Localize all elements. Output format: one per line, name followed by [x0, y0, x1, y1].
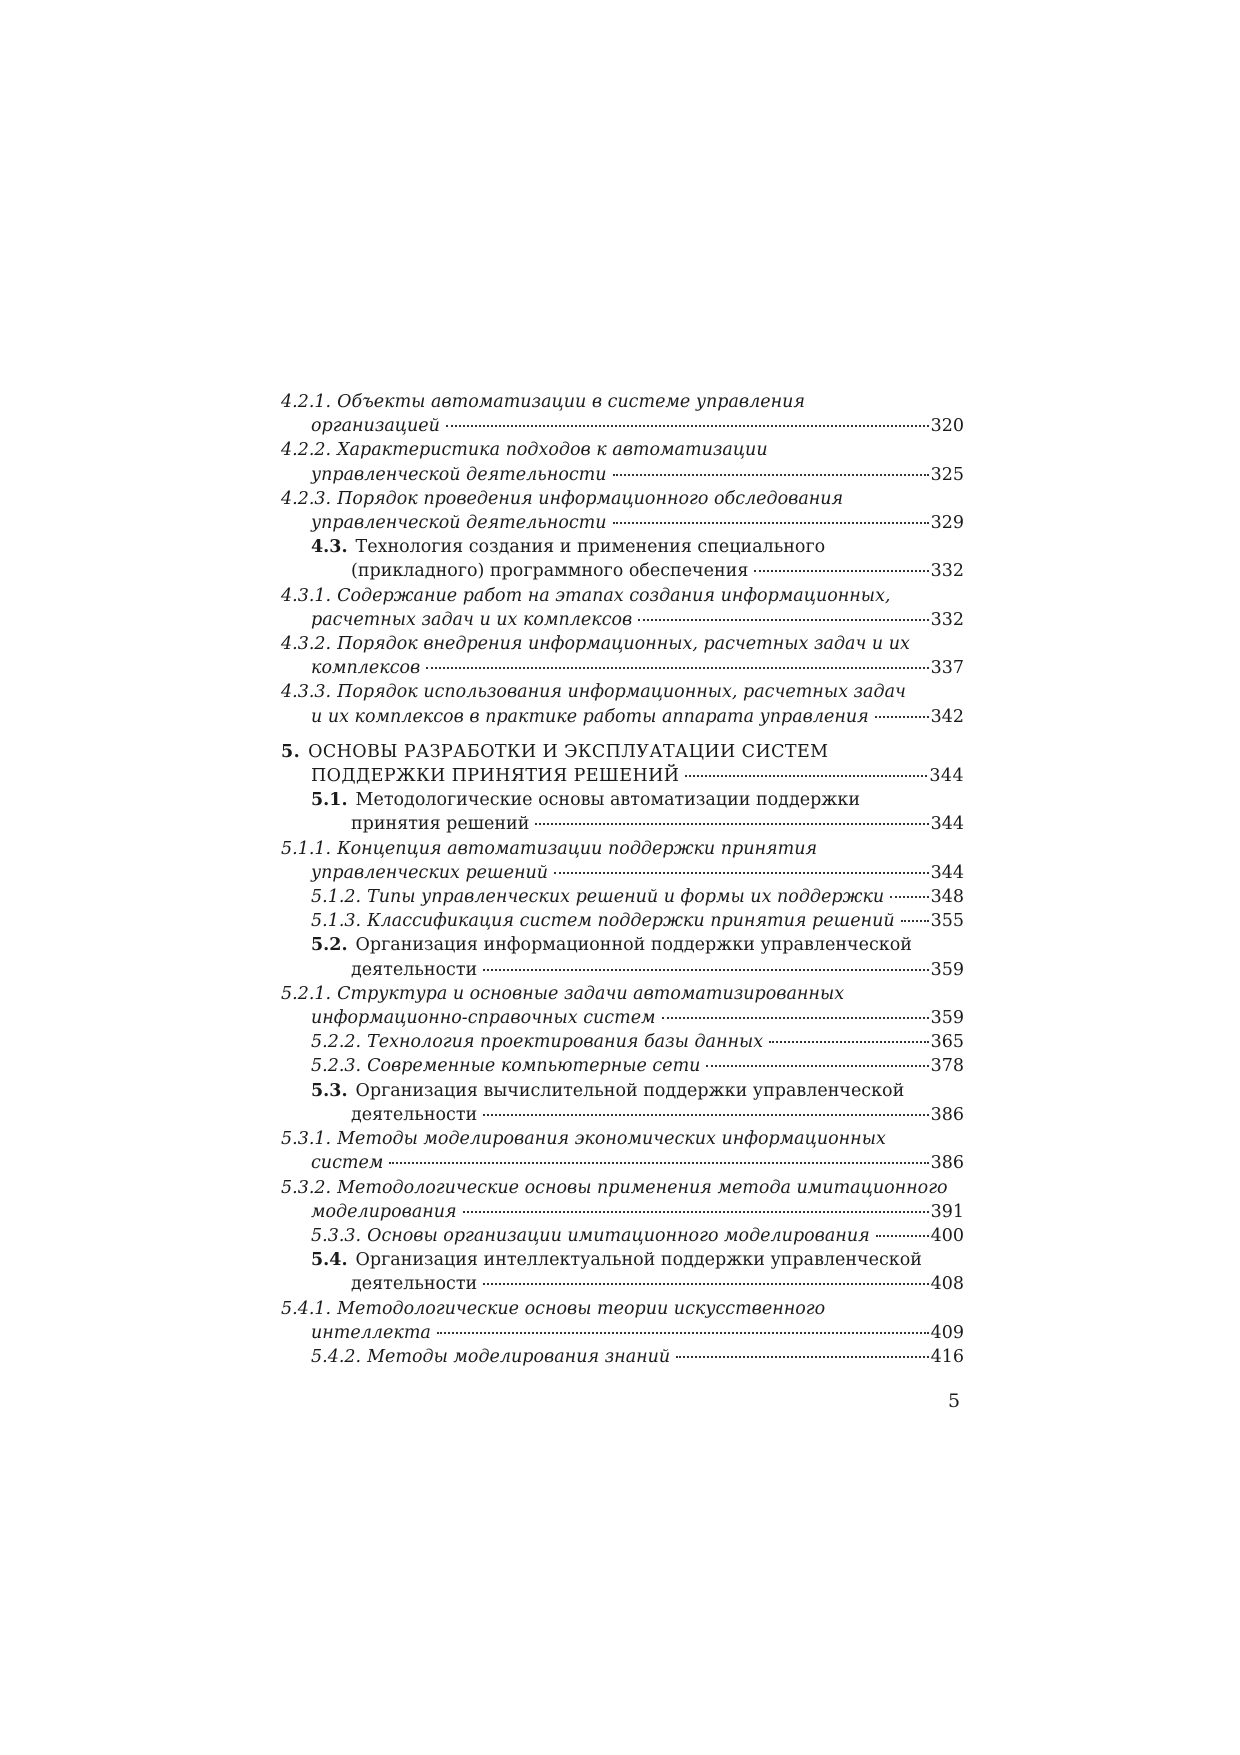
- toc-number: 5.3.2.: [281, 1177, 332, 1198]
- toc-entry: [281, 680, 964, 728]
- dot-leader: [463, 1211, 929, 1213]
- toc-title-text: Методы моделирования знаний: [367, 1346, 671, 1367]
- toc-page: 342: [930, 706, 964, 727]
- toc-title-cont: организацией: [311, 416, 440, 437]
- toc-title: Методологические основы автоматизации поддержки: [355, 790, 860, 811]
- toc-entry: [281, 584, 964, 632]
- toc-line: [311, 1200, 964, 1224]
- dot-leader: [706, 1065, 928, 1067]
- dot-leader: [685, 775, 927, 777]
- toc-page: 378: [930, 1056, 964, 1077]
- dot-leader: [638, 619, 928, 621]
- toc-title-cont: комплексов: [311, 658, 421, 679]
- toc-title: Методы моделирования экономических информационных: [337, 1129, 886, 1150]
- toc-entry: [281, 1054, 964, 1078]
- toc-entry: [281, 390, 964, 438]
- toc-entry: [281, 1345, 964, 1369]
- toc-page: 337: [930, 658, 964, 679]
- toc-number: 5.4.1.: [281, 1298, 332, 1319]
- toc-title: [311, 909, 895, 933]
- toc-page: 332: [930, 561, 964, 582]
- toc-title-cont: управленческой деятельности: [311, 464, 607, 485]
- toc-entry: [281, 982, 964, 1030]
- toc-page: 416: [930, 1346, 964, 1367]
- toc-number: 4.2.2.: [281, 440, 332, 461]
- toc-section: [281, 933, 964, 981]
- toc-page: 344: [929, 766, 964, 787]
- toc-title: [311, 1030, 763, 1054]
- toc-number: 5.4.: [311, 1250, 348, 1271]
- toc-title: Содержание работ на этапах создания информационных,: [337, 585, 891, 606]
- toc-page: 409: [930, 1322, 964, 1343]
- toc-title: [311, 1054, 700, 1078]
- dot-leader: [437, 1332, 929, 1334]
- dot-leader: [876, 1235, 929, 1237]
- toc-title: ОСНОВЫ РАЗРАБОТКИ И ЭКСПЛУАТАЦИИ СИСТЕМ: [308, 741, 829, 762]
- toc-page: 348: [930, 887, 964, 908]
- toc-line: [311, 1006, 964, 1030]
- toc-title-cont: управленческих решений: [311, 862, 549, 883]
- toc-page: 391: [930, 1201, 964, 1222]
- toc-section: [281, 1248, 964, 1296]
- toc-page: 344: [930, 862, 964, 883]
- toc-number: 5.1.2.: [311, 887, 362, 908]
- toc-number: 4.3.2.: [281, 634, 332, 655]
- toc-number: 5.4.2.: [311, 1346, 362, 1367]
- toc-number: 5.: [281, 741, 301, 762]
- dot-leader: [754, 570, 928, 572]
- dot-leader: [483, 1114, 928, 1116]
- dot-leader: [901, 920, 929, 922]
- toc-line: [351, 1103, 964, 1127]
- toc-number: 5.1.3.: [311, 911, 362, 932]
- toc-title-cont: (прикладного) программного обеспечения: [351, 561, 749, 582]
- toc-page: 325: [930, 464, 964, 485]
- toc-title: Структура и основные задачи автоматизированных: [337, 983, 845, 1004]
- toc-line: [351, 958, 964, 982]
- toc-line: [351, 1272, 964, 1296]
- toc-line: [311, 885, 964, 909]
- toc-title-cont: принятия решений: [351, 814, 530, 835]
- toc-entry: [281, 909, 964, 933]
- dot-leader: [769, 1041, 928, 1043]
- toc-title-cont: расчетных задач и их комплексов: [311, 609, 633, 630]
- toc-title: [311, 1345, 670, 1369]
- toc-page: 386: [930, 1153, 964, 1174]
- dot-leader: [613, 474, 929, 476]
- toc-title-text: Типы управленческих решений и формы их поддержки: [367, 887, 885, 908]
- toc-line: [311, 1030, 964, 1054]
- dot-leader: [483, 969, 928, 971]
- toc-line: [351, 559, 964, 583]
- toc-title-cont: деятельности: [351, 959, 478, 980]
- toc-section: [281, 535, 964, 583]
- dot-leader: [554, 872, 929, 874]
- toc-page: 408: [930, 1274, 964, 1295]
- toc-line: [311, 463, 964, 487]
- toc-line: [311, 909, 964, 933]
- toc-line: [351, 812, 964, 836]
- toc-title-text: Основы организации имитационного моделирования: [367, 1225, 870, 1246]
- toc-title: [311, 885, 884, 909]
- toc-title: Порядок использования информационных, расчетных задач: [337, 682, 906, 703]
- toc-title: [311, 1224, 870, 1248]
- toc-number: 4.3.3.: [281, 682, 332, 703]
- toc-number: 5.2.3.: [311, 1056, 362, 1077]
- toc-entry: [281, 1224, 964, 1248]
- toc-entry: [281, 1297, 964, 1345]
- toc-entry: [281, 1030, 964, 1054]
- toc-line: [311, 764, 964, 788]
- toc-page: 386: [930, 1104, 964, 1125]
- toc-line: [311, 414, 964, 438]
- toc-title: Организация интеллектуальной поддержки управленческой: [355, 1250, 922, 1271]
- toc-line: [311, 1224, 964, 1248]
- toc-number: 4.3.: [311, 537, 348, 558]
- dot-leader: [389, 1162, 928, 1164]
- toc-entry: [281, 632, 964, 680]
- toc-line: [311, 511, 964, 535]
- toc-line: [311, 656, 964, 680]
- table-of-contents: [281, 390, 964, 1369]
- toc-entry: [281, 487, 964, 535]
- toc-title: Технология создания и применения специального: [355, 537, 826, 558]
- toc-page: 400: [930, 1225, 964, 1246]
- toc-number: 5.1.1.: [281, 838, 332, 859]
- toc-section: [281, 788, 964, 836]
- toc-line: [311, 705, 964, 729]
- toc-title: Концепция автоматизации поддержки принятия: [337, 838, 818, 859]
- toc-number: 4.2.3.: [281, 488, 332, 509]
- toc-title-cont: информационно-справочных систем: [311, 1008, 656, 1029]
- toc-page: 359: [930, 1008, 964, 1029]
- toc-line: [311, 1054, 964, 1078]
- toc-title: Методологические основы теории искусственного: [337, 1298, 826, 1319]
- toc-title-cont: деятельности: [351, 1104, 478, 1125]
- toc-title-cont: управленческой деятельности: [311, 513, 607, 534]
- toc-title: Характеристика подходов к автоматизации: [337, 440, 768, 461]
- dot-leader: [446, 425, 929, 427]
- dot-leader: [426, 667, 928, 669]
- toc-section: [281, 1079, 964, 1127]
- toc-title-cont: и их комплексов в практике работы аппарата управления: [311, 706, 869, 727]
- toc-page: 344: [930, 814, 964, 835]
- toc-title: Порядок проведения информационного обследования: [337, 488, 844, 509]
- toc-number: 5.2.: [311, 935, 348, 956]
- toc-entry: [281, 1127, 964, 1175]
- toc-title: Организация информационной поддержки управленческой: [355, 935, 912, 956]
- toc-page: 365: [930, 1032, 964, 1053]
- toc-title-cont: деятельности: [351, 1274, 478, 1295]
- toc-line: [311, 1345, 964, 1369]
- toc-line: [311, 608, 964, 632]
- toc-title-text: Технология проектирования базы данных: [367, 1032, 764, 1053]
- toc-title-cont: ПОДДЕРЖКИ ПРИНЯТИЯ РЕШЕНИЙ: [311, 766, 680, 787]
- toc-title: Методологические основы применения метода имитационного: [337, 1177, 948, 1198]
- toc-number: 5.1.: [311, 790, 348, 811]
- toc-line: [311, 1151, 964, 1175]
- dot-leader: [875, 716, 929, 718]
- toc-number: 5.3.3.: [311, 1225, 362, 1246]
- page-number: 5: [948, 1390, 961, 1412]
- dot-leader: [662, 1017, 929, 1019]
- dot-leader: [890, 896, 928, 898]
- toc-entry: [281, 438, 964, 486]
- dot-leader: [535, 823, 928, 825]
- toc-number: 5.2.2.: [311, 1032, 362, 1053]
- toc-chapter: [281, 740, 964, 788]
- toc-number: 4.3.1.: [281, 585, 332, 606]
- toc-entry: [281, 885, 964, 909]
- toc-number: 5.2.1.: [281, 983, 332, 1004]
- toc-page: 359: [930, 959, 964, 980]
- toc-title-cont: интеллекта: [311, 1322, 431, 1343]
- toc-title-text: Классификация систем поддержки принятия решений: [367, 911, 895, 932]
- toc-number: 4.2.1.: [281, 392, 332, 412]
- toc-number: 5.3.: [311, 1080, 348, 1101]
- dot-leader: [613, 522, 929, 524]
- toc-line: [311, 861, 964, 885]
- dot-leader: [676, 1356, 928, 1358]
- toc-line: [311, 1321, 964, 1345]
- toc-title: Порядок внедрения информационных, расчетных задач и их: [337, 634, 910, 655]
- toc-title-cont: моделирования: [311, 1201, 457, 1222]
- toc-title: Организация вычислительной поддержки управленческой: [355, 1080, 905, 1101]
- toc-entry: [281, 1176, 964, 1224]
- toc-page: 355: [930, 911, 964, 932]
- toc-page: 332: [930, 609, 964, 630]
- toc-title: Объекты автоматизации в системе управления: [337, 392, 805, 412]
- toc-number: 5.3.1.: [281, 1129, 332, 1150]
- toc-page: 329: [930, 513, 964, 534]
- dot-leader: [483, 1283, 928, 1285]
- toc-title-text: Современные компьютерные сети: [367, 1056, 701, 1077]
- toc-entry: [281, 837, 964, 885]
- toc-title-cont: систем: [311, 1153, 384, 1174]
- toc-page: 320: [930, 416, 964, 437]
